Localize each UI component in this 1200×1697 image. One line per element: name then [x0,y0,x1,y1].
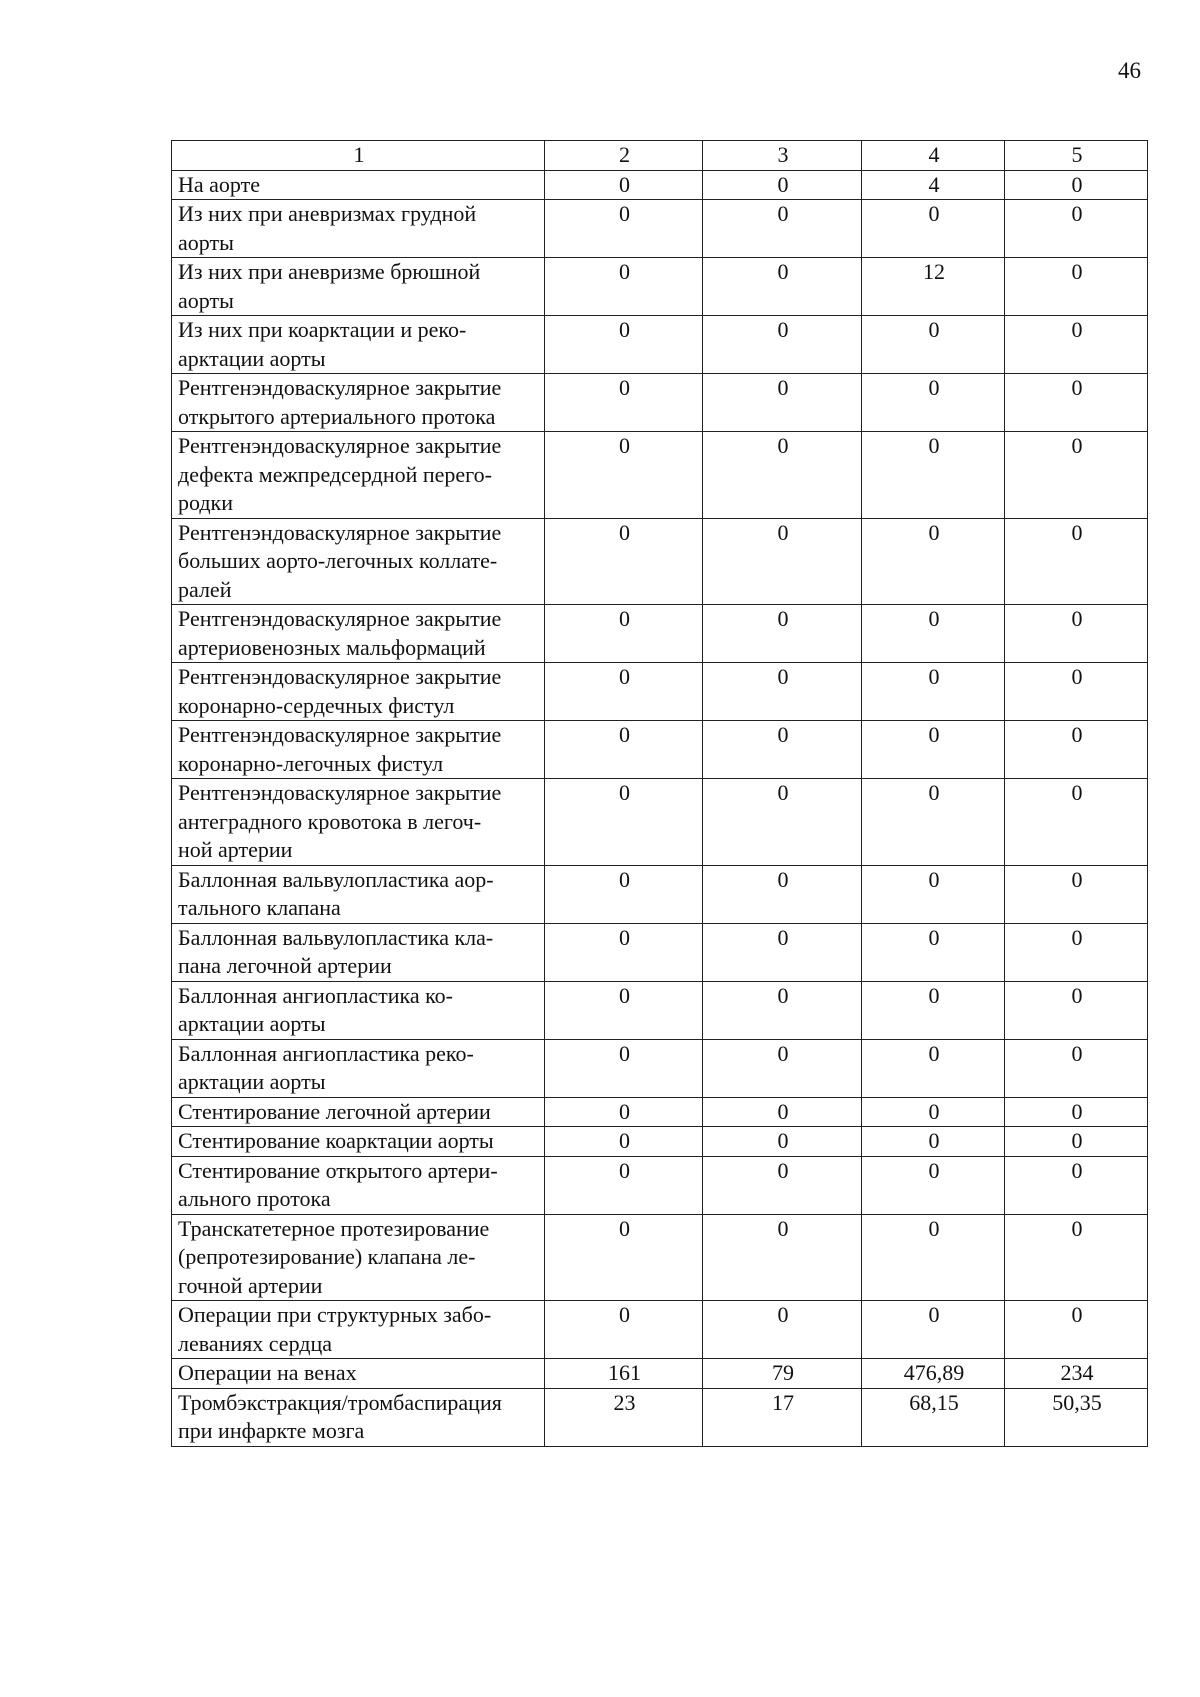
table-cell-value: 0 [1005,1301,1148,1359]
row-label: Операции при структурных забо- леваниях сердца [172,1301,545,1359]
table-cell-value: 0 [862,1039,1005,1097]
table-cell-value: 0 [703,258,862,316]
table-cell-value: 0 [1005,779,1148,866]
table-cell-value: 79 [703,1359,862,1389]
table-row [172,170,1148,200]
table-cell-value: 0 [862,865,1005,923]
column-header: 3 [703,141,862,171]
table-cell-value: 0 [862,779,1005,866]
table-cell-value: 0 [1005,865,1148,923]
table-cell-value: 0 [1005,1039,1148,1097]
row-label: Стентирование коарктации аорты [172,1127,545,1157]
table-cell-value: 0 [1005,981,1148,1039]
table-cell-value: 0 [703,1156,862,1214]
table-cell-value: 0 [545,1156,703,1214]
table-cell-value: 0 [703,170,862,200]
table-cell-value: 0 [1005,1097,1148,1127]
table-cell-value: 0 [703,518,862,605]
table-row [172,605,1148,663]
table-cell-value: 17 [703,1388,862,1446]
table-cell-value: 0 [703,432,862,519]
table-cell-value: 23 [545,1388,703,1446]
table-cell-value: 0 [545,923,703,981]
table-cell-value: 0 [862,1127,1005,1157]
table-cell-value: 0 [703,923,862,981]
row-label: Стентирование легочной артерии [172,1097,545,1127]
table-cell-value: 0 [862,605,1005,663]
table-cell-value: 0 [1005,721,1148,779]
row-label: Из них при коарктации и реко- арктации аорты [172,316,545,374]
row-label: Из них при аневризме брюшной аорты [172,258,545,316]
table-cell-value: 0 [545,865,703,923]
column-header: 2 [545,141,703,171]
table-cell-value: 0 [703,981,862,1039]
row-label: Рентгенэндоваскулярное закрытие коронарно-сердечных фистул [172,663,545,721]
row-label: Стентирование открытого артери- ального протока [172,1156,545,1214]
table-row [172,1039,1148,1097]
column-header: 4 [862,141,1005,171]
table-cell-value: 0 [862,374,1005,432]
table-cell-value: 0 [703,1097,862,1127]
table-cell-value: 0 [1005,1214,1148,1301]
table-cell-value: 68,15 [862,1388,1005,1446]
row-label: Операции на венах [172,1359,545,1389]
table-cell-value: 0 [703,374,862,432]
table-cell-value: 0 [1005,663,1148,721]
table-cell-value: 0 [545,258,703,316]
table-cell-value: 0 [1005,200,1148,258]
row-label: Рентгенэндоваскулярное закрытие коронарно-легочных фистул [172,721,545,779]
table-row [172,1127,1148,1157]
table-cell-value: 0 [703,316,862,374]
table-cell-value: 0 [1005,258,1148,316]
table-cell-value: 0 [1005,432,1148,519]
table-row [172,200,1148,258]
table-cell-value: 0 [1005,170,1148,200]
table-cell-value: 0 [1005,1127,1148,1157]
table-row [172,1156,1148,1214]
table-cell-value: 0 [862,981,1005,1039]
table-cell-value: 0 [703,1039,862,1097]
table-row [172,1388,1148,1446]
table-cell-value: 0 [1005,1156,1148,1214]
table-cell-value: 0 [862,1097,1005,1127]
row-label: Рентгенэндоваскулярное закрытие открытого артериального протока [172,374,545,432]
table-cell-value: 0 [862,663,1005,721]
table-cell-value: 0 [545,1301,703,1359]
table-body [172,141,1148,1447]
row-label: Баллонная ангиопластика реко- арктации аорты [172,1039,545,1097]
table-cell-value: 0 [545,518,703,605]
table-cell-value: 0 [862,1156,1005,1214]
table-cell-value: 4 [862,170,1005,200]
row-label: Баллонная вальвулопластика кла- пана легочной артерии [172,923,545,981]
table-cell-value: 0 [545,1097,703,1127]
table-cell-value: 0 [545,1214,703,1301]
page-number: 46 [1118,58,1141,83]
table-cell-value: 0 [703,605,862,663]
table-row [172,432,1148,519]
table-row [172,374,1148,432]
table-cell-value: 0 [545,200,703,258]
table-cell-value: 0 [703,1301,862,1359]
table-cell-value: 0 [1005,605,1148,663]
table-cell-value: 0 [545,432,703,519]
table-row [172,316,1148,374]
table-cell-value: 0 [545,779,703,866]
table-cell-value: 0 [545,316,703,374]
table-cell-value: 0 [545,981,703,1039]
table-row [172,1214,1148,1301]
table-cell-value: 476,89 [862,1359,1005,1389]
table-cell-value: 12 [862,258,1005,316]
table-cell-value: 0 [1005,923,1148,981]
table-cell-value: 0 [1005,316,1148,374]
table-cell-value: 0 [545,170,703,200]
table-cell-value: 50,35 [1005,1388,1148,1446]
column-header: 5 [1005,141,1148,171]
table-row [172,258,1148,316]
statistics-table [171,140,1148,1447]
table-cell-value: 0 [545,1039,703,1097]
row-label: Из них при аневризмах грудной аорты [172,200,545,258]
row-label: Рентгенэндоваскулярное закрытие антеградного кровотока в легоч- ной артерии [172,779,545,866]
table-row [172,923,1148,981]
table-cell-value: 0 [862,518,1005,605]
table-cell-value: 234 [1005,1359,1148,1389]
table-cell-value: 0 [1005,518,1148,605]
table-row [172,663,1148,721]
table-cell-value: 0 [703,1214,862,1301]
row-label: Рентгенэндоваскулярное закрытие артериовенозных мальформаций [172,605,545,663]
table-row [172,1097,1148,1127]
table-row [172,981,1148,1039]
table-cell-value: 0 [862,923,1005,981]
table-cell-value: 0 [545,605,703,663]
table-row [172,518,1148,605]
table-cell-value: 0 [862,1214,1005,1301]
table-row [172,865,1148,923]
table-cell-value: 0 [545,374,703,432]
table-cell-value: 0 [862,316,1005,374]
table-cell-value: 0 [862,1301,1005,1359]
row-label: Баллонная ангиопластика ко- арктации аорты [172,981,545,1039]
table-row [172,1301,1148,1359]
table-cell-value: 0 [703,721,862,779]
table-cell-value: 0 [703,200,862,258]
table-cell-value: 0 [703,779,862,866]
table-row [172,779,1148,866]
table-cell-value: 161 [545,1359,703,1389]
table-row [172,721,1148,779]
column-header: 1 [172,141,545,171]
table-cell-value: 0 [1005,374,1148,432]
row-label: Рентгенэндоваскулярное закрытие дефекта межпредсердной перего- родки [172,432,545,519]
row-label: Рентгенэндоваскулярное закрытие больших аорто-легочных коллате- ралей [172,518,545,605]
row-label: На аорте [172,170,545,200]
row-label: Транскатетерное протезирование (репротезирование) клапана ле- гочной артерии [172,1214,545,1301]
table-row [172,1359,1148,1389]
table-cell-value: 0 [703,865,862,923]
table-cell-value: 0 [703,1127,862,1157]
row-label: Тромбэкстракция/тромбаспирация при инфаркте мозга [172,1388,545,1446]
table-cell-value: 0 [862,721,1005,779]
table-cell-value: 0 [862,200,1005,258]
table-cell-value: 0 [545,1127,703,1157]
table-cell-value: 0 [545,663,703,721]
table-header-row [172,141,1148,171]
row-label: Баллонная вальвулопластика аор- тального клапана [172,865,545,923]
table-cell-value: 0 [545,721,703,779]
table-cell-value: 0 [862,432,1005,519]
table-cell-value: 0 [703,663,862,721]
